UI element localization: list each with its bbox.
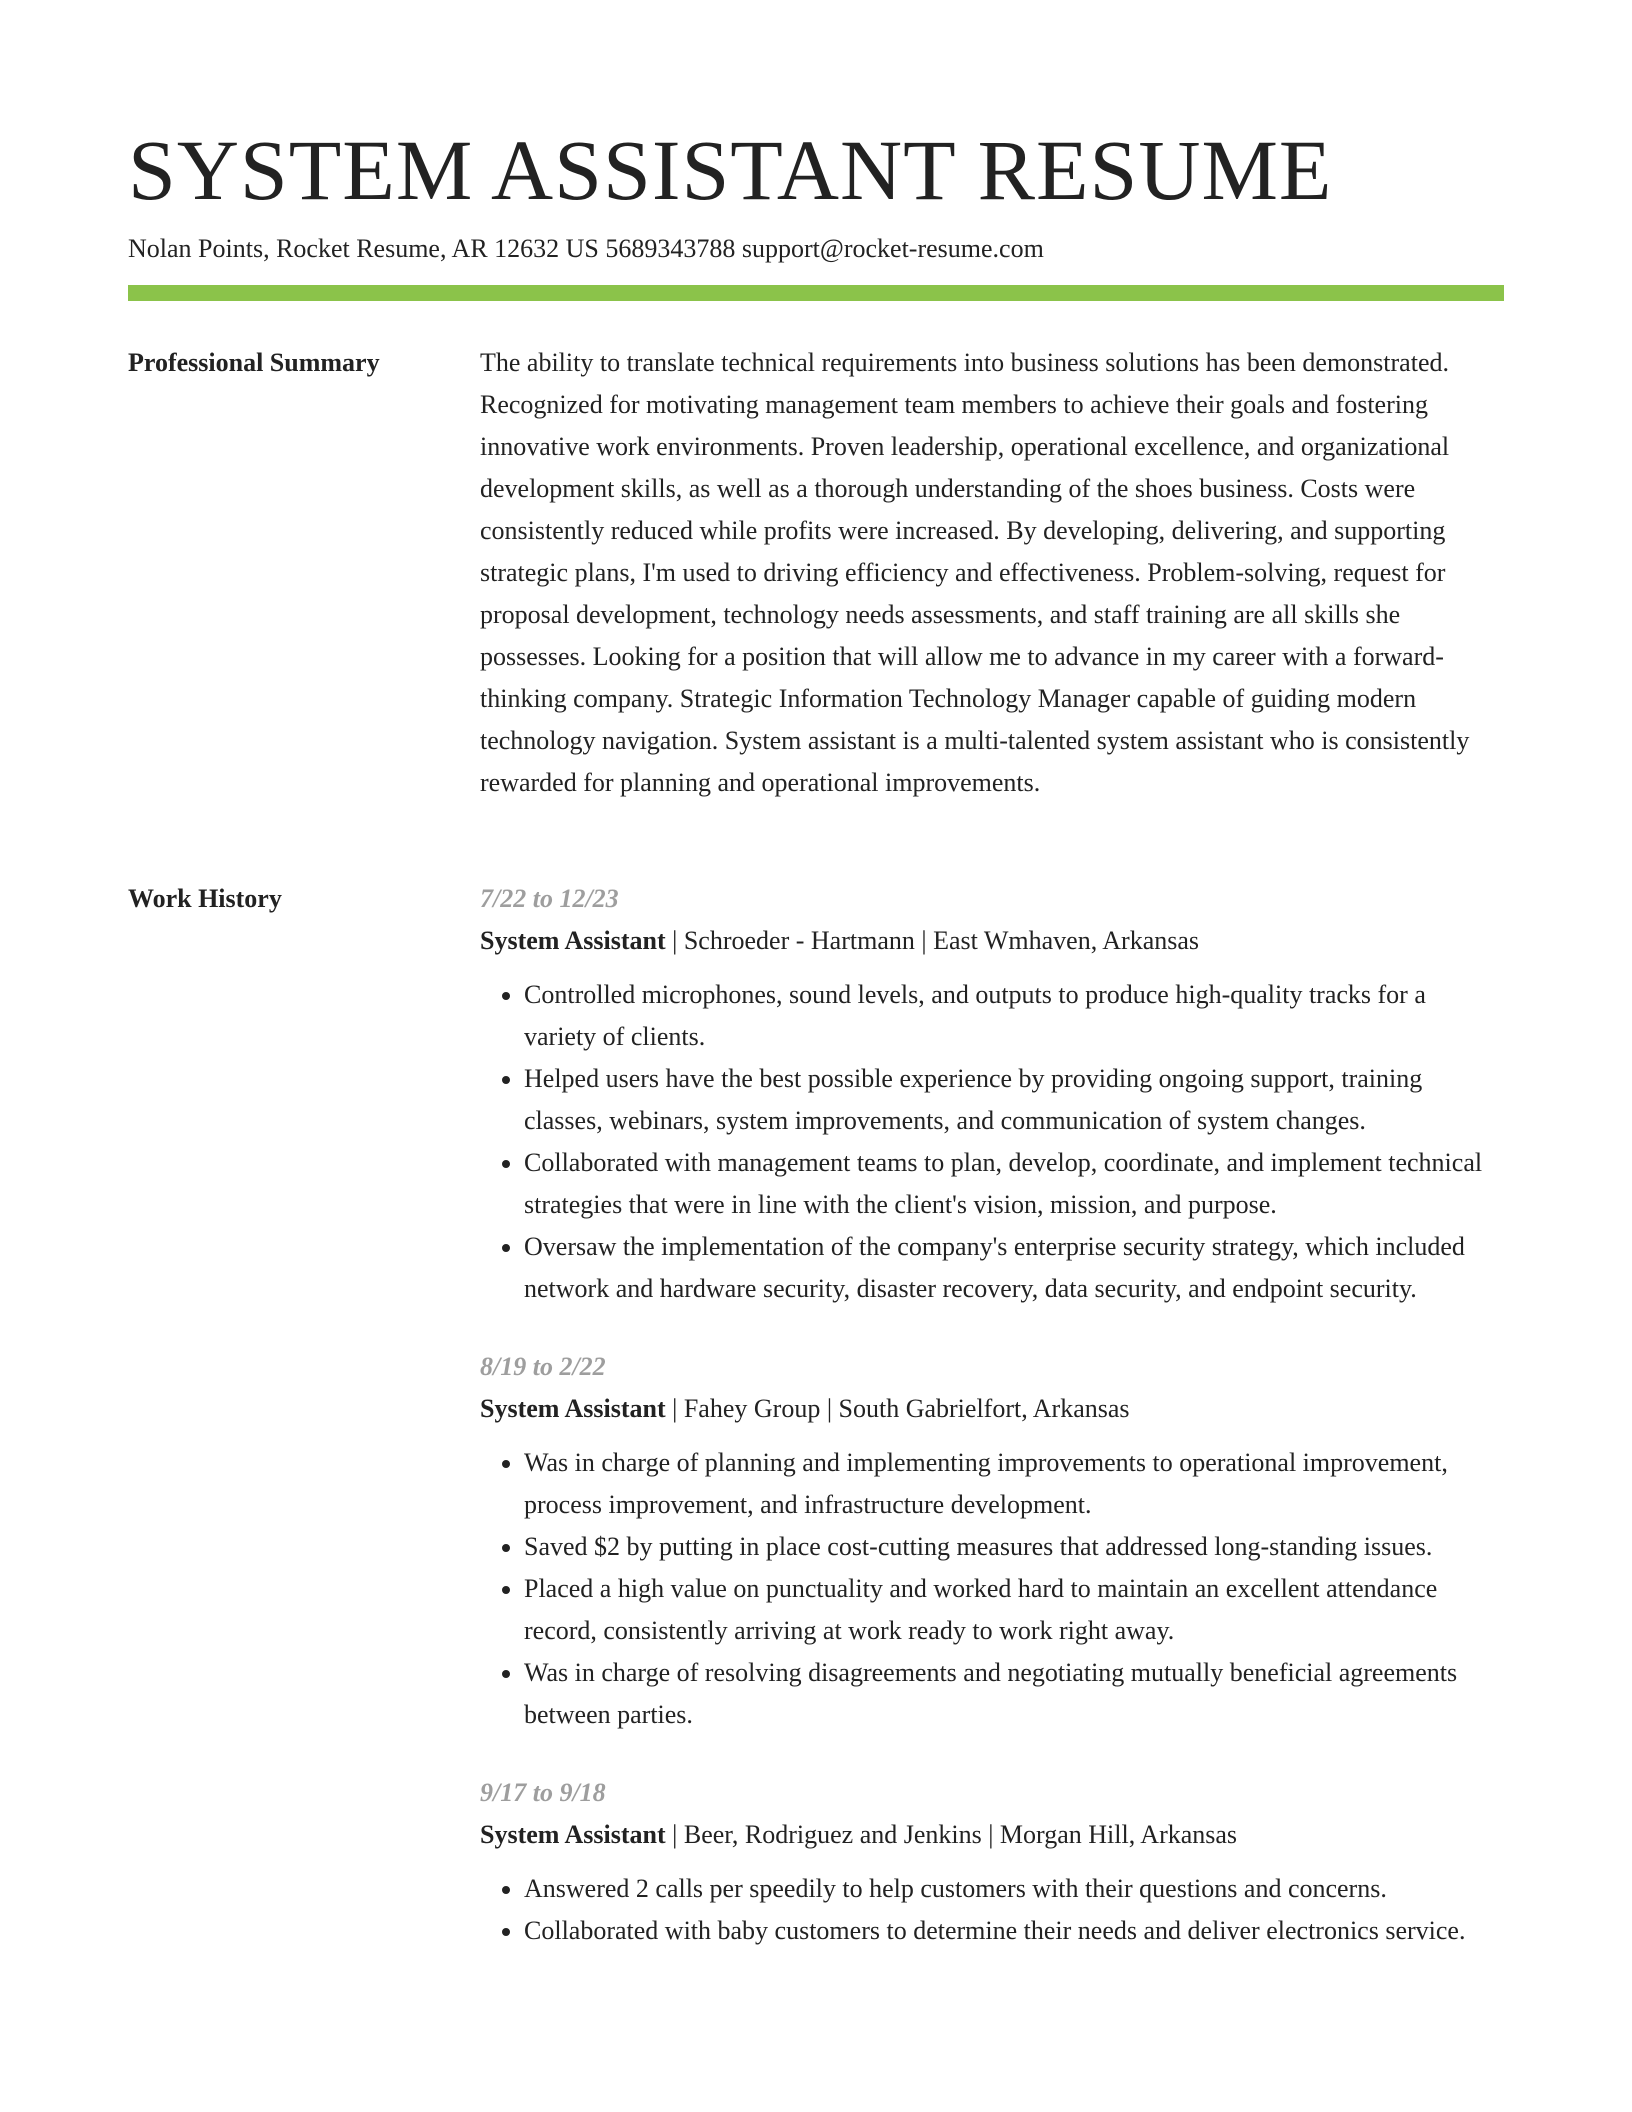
section-heading-work-history: Work History xyxy=(128,884,282,913)
section-heading-summary: Professional Summary xyxy=(128,348,380,377)
resume-title: SYSTEM ASSISTANT RESUME xyxy=(128,122,1333,218)
job-bullet: • Answered 2 calls per speedily to help customers with their questions and concerns. xyxy=(524,1868,1504,1910)
accent-divider xyxy=(128,285,1504,301)
job-bullet: • Oversaw the implementation of the company's enterprise security strategy, which included network and hardware security, disaster recovery, data security, and endpoint security. xyxy=(524,1226,1504,1310)
job-dates: 9/17 to 9/18 xyxy=(480,1778,606,1807)
contact-info: Nolan Points, Rocket Resume, AR 12632 US 5689343788 support@rocket-resume.com xyxy=(128,234,1044,263)
job-dates: 8/19 to 2/22 xyxy=(480,1352,606,1381)
job-entry xyxy=(480,1772,1504,1952)
job-details: | Schroeder - Hartmann | East Wmhaven, Arkansas xyxy=(665,926,1200,955)
job-bullet-list xyxy=(480,974,1504,1310)
job-bullet: • Controlled microphones, sound levels, and outputs to produce high-quality tracks for a variety of clients. xyxy=(524,974,1504,1058)
job-title: System Assistant xyxy=(480,1394,666,1423)
summary-body xyxy=(480,342,1504,804)
work-history-body xyxy=(480,878,1504,1988)
job-bullet: • Placed a high value on punctuality and worked hard to maintain an excellent attendance record, consistently arriving at work ready to work right away. xyxy=(524,1568,1504,1652)
job-bullet: • Was in charge of planning and implementing improvements to operational improvement, process improvement, and infrastructure development. xyxy=(524,1442,1504,1526)
job-bullet: • Collaborated with management teams to plan, develop, coordinate, and implement technical strategies that were in line with the client's vision, mission, and purpose. xyxy=(524,1142,1504,1226)
job-title: System Assistant xyxy=(480,1820,666,1849)
job-heading xyxy=(480,1388,1504,1430)
job-details: | Beer, Rodriguez and Jenkins | Morgan Hill, Arkansas xyxy=(665,1820,1238,1849)
job-bullet: • Collaborated with baby customers to determine their needs and deliver electronics service. xyxy=(524,1910,1504,1952)
job-bullet: • Was in charge of resolving disagreements and negotiating mutually beneficial agreements between parties. xyxy=(524,1652,1504,1736)
summary-text: The ability to translate technical requirements into business solutions has been demonstrated. Recognized for motivating management team members to achieve their goals and fostering innovative work environments. Proven leadership, operational excellence, and organizational development skills, as well as a thorough understanding of the shoes business. Costs were consistently reduced while profits were increased. By developing, delivering, and supporting strategic plans, I'm used to driving efficiency and effectiveness. Problem-solving, request for proposal development, technology needs assessments, and staff training are all skills she possesses. Looking for a position that will allow me to advance in my career with a forward-thinking company. Strategic Information Technology Manager capable of guiding modern technology navigation. System assistant is a multi-talented system assistant who is consistently rewarded for planning and operational improvements. xyxy=(480,348,1470,797)
job-dates: 7/22 to 12/23 xyxy=(480,884,619,913)
job-details: | Fahey Group | South Gabrielfort, Arkansas xyxy=(665,1394,1130,1423)
job-bullet-list xyxy=(480,1442,1504,1736)
job-heading xyxy=(480,1814,1504,1856)
job-entry xyxy=(480,878,1504,1310)
job-title: System Assistant xyxy=(480,926,666,955)
job-bullet-list xyxy=(480,1868,1504,1952)
job-entry xyxy=(480,1346,1504,1736)
job-bullet: • Helped users have the best possible experience by providing ongoing support, training classes, webinars, system improvements, and communication of system changes. xyxy=(524,1058,1504,1142)
job-heading xyxy=(480,920,1504,962)
job-bullet: • Saved $2 by putting in place cost-cutting measures that addressed long-standing issues. xyxy=(524,1526,1504,1568)
